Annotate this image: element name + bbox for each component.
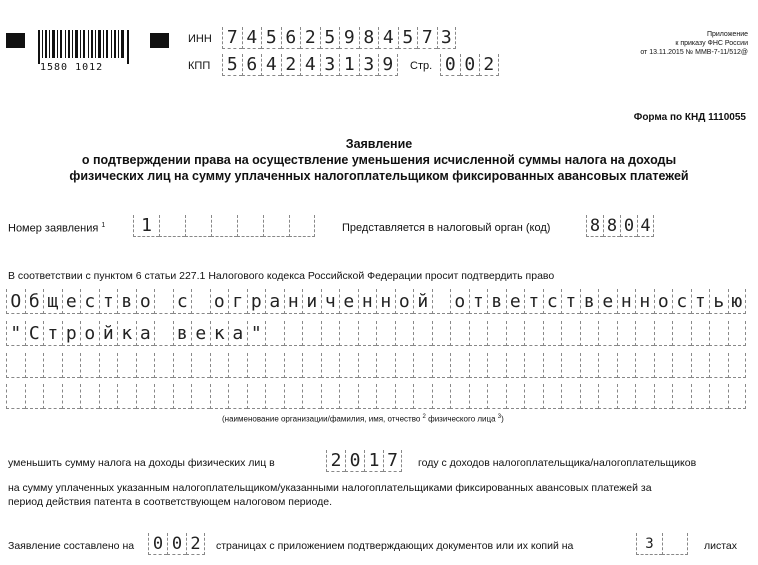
organization-name-cell: щ [43,289,62,314]
organization-name-cell: р [62,321,81,346]
organization-name-cell [561,353,580,378]
organization-name-cell [635,384,654,409]
organization-name-cell [580,384,599,409]
organization-name-cell [654,321,673,346]
organization-name-cell: с [80,289,99,314]
organization-name-cell [487,321,506,346]
organization-name-cell [432,321,451,346]
organization-name-cell [450,353,469,378]
kpp-cell: 6 [242,54,262,76]
organization-name-cell [136,353,155,378]
organization-name-cell: в [580,289,599,314]
organization-name-cell [487,353,506,378]
organization-name-cell: н [635,289,654,314]
organization-name-cell [191,353,210,378]
organization-name-cell [598,321,617,346]
organization-name-cell [469,321,488,346]
organization-name-cell [395,321,414,346]
application-number-cell: 1 [133,215,159,237]
organization-name-cell: ч [321,289,340,314]
organization-name-row [6,384,746,409]
organization-name-cell: С [25,321,44,346]
organization-name-cell [580,321,599,346]
organization-name-cell [432,289,451,314]
document-subtitle-line1: о подтверждении права на осуществление уменьшения исчисленной суммы налога на доходы [81,153,677,167]
organization-name-cell [80,384,99,409]
organization-name-cell: О [6,289,25,314]
organization-name-cell: " [6,321,25,346]
document-subtitle-line2: физических лиц на сумму уплаченных налогоплательщиком фиксированных авансовых платежей [69,169,689,183]
organization-name-cell [691,321,710,346]
kpp-cell: 3 [320,54,340,76]
organization-name-cell: р [247,289,266,314]
organization-name-cell: а [228,321,247,346]
tax-year-cell: 0 [345,450,364,472]
organization-name-cell: н [376,289,395,314]
organization-name-cell [524,321,543,346]
organization-name-cell [376,384,395,409]
organization-name-cell [99,384,118,409]
organization-name-cell: в [117,289,136,314]
organization-name-cell [672,384,691,409]
organization-name-cell: о [136,289,155,314]
organization-name-cell [691,353,710,378]
organization-name-cell [321,353,340,378]
inn-label: ИНН [188,33,212,45]
tax-year-cell: 1 [364,450,383,472]
document-title: Заявление [345,137,413,151]
name-caption: (наименование организации/фамилия, имя, отчество $^2$ физического лица $^3$) [222,414,504,424]
organization-name-cell [709,384,728,409]
tax-authority-code-cell: 0 [620,215,637,237]
inn-cell: 7 [417,27,437,49]
inn-cell: 9 [339,27,359,49]
organization-name-cell: в [173,321,192,346]
organization-name-cell: т [469,289,488,314]
page-number-cell: 2 [479,54,499,76]
tax-year-cell: 2 [326,450,345,472]
organization-name-cell [265,353,284,378]
organization-name-cell [413,384,432,409]
page-number-field [440,54,499,76]
organization-name-cell [284,321,303,346]
organization-name-cell: о [80,321,99,346]
organization-name-cell [339,384,358,409]
tax-year-cell: 7 [383,450,402,472]
organization-name-cell [321,384,340,409]
organization-name-cell [43,384,62,409]
organization-name-cell [432,384,451,409]
organization-name-cell: о [450,289,469,314]
inn-cell: 3 [437,27,457,49]
tax-authority-code-field [586,215,654,237]
organization-name-cell: н [284,289,303,314]
organization-name-cell [561,321,580,346]
organization-name-cell [709,353,728,378]
kpp-cell: 4 [261,54,281,76]
inn-cell: 4 [242,27,262,49]
organization-name-cell: т [561,289,580,314]
organization-name-cell [487,384,506,409]
application-number-cell [263,215,289,237]
organization-name-cell: к [210,321,229,346]
organization-name-cell [247,353,266,378]
organization-name-cell [210,384,229,409]
sheets-count-cell: 3 [636,533,662,555]
organization-name-cell [654,353,673,378]
organization-name-cell [62,384,81,409]
organization-name-cell [413,353,432,378]
organization-name-row [6,321,746,346]
organization-name-cell [358,384,377,409]
statement-paragraph-line2: период действия патента в соответствующем налоговом периоде. [8,496,333,508]
inn-cell: 2 [300,27,320,49]
kpp-field [222,54,398,76]
organization-name-cell [80,353,99,378]
organization-name-cell [598,384,617,409]
organization-name-cell [728,321,747,346]
organization-name-cell [506,384,525,409]
organization-name-cell: с [543,289,562,314]
organization-name-cell [709,321,728,346]
organization-name-cell [191,384,210,409]
organization-name-cell [395,353,414,378]
organization-name-cell [543,353,562,378]
application-number-cell [211,215,237,237]
appendix-note: Приложение к приказу ФНС России от 13.11.2015 № ММВ-7-11/512@ [640,31,748,56]
organization-name-cell [691,384,710,409]
kpp-cell: 9 [378,54,398,76]
organization-name-cell [154,321,173,346]
organization-name-cell [6,353,25,378]
organization-name-cell [672,321,691,346]
application-number-cell [185,215,211,237]
organization-name-cell [635,353,654,378]
organization-name-cell: о [395,289,414,314]
organization-name-cell [25,353,44,378]
inn-cell: 5 [398,27,418,49]
organization-name-cell: а [136,321,155,346]
kpp-cell: 3 [359,54,379,76]
organization-name-cell [543,321,562,346]
organization-name-cell: т [43,321,62,346]
page-number-cell: 0 [460,54,480,76]
organization-name-cell [617,353,636,378]
organization-name-cell: ю [728,289,747,314]
organization-name-cell: о [210,289,229,314]
kpp-label: КПП [188,60,211,72]
application-number-cell [159,215,185,237]
registration-marker-left [6,33,25,48]
organization-name-cell: т [99,289,118,314]
tax-authority-code-cell: 8 [586,215,603,237]
kpp-cell: 4 [300,54,320,76]
organization-name-cell: ь [709,289,728,314]
organization-name-cell: е [62,289,81,314]
organization-name-cell: к [117,321,136,346]
organization-name-cell [561,384,580,409]
organization-name-cell [25,384,44,409]
inn-field [222,27,456,49]
organization-name-cell [247,384,266,409]
organization-name-cell: г [228,289,247,314]
tax-year-field [326,450,402,472]
organization-name-cell [302,353,321,378]
organization-name-cell [617,384,636,409]
sheets-label: листах [704,540,738,552]
organization-name-cell [376,321,395,346]
page-number-cell: 0 [440,54,460,76]
organization-name-cell: " [247,321,266,346]
statement-intro: В соответствии с пунктом 6 статьи 227.1 Налогового кодекса Российской Федерации просит подтвердить право [8,270,555,282]
organization-name-cell: е [191,321,210,346]
organization-name-cell: в [487,289,506,314]
tax-authority-code-cell: 8 [603,215,620,237]
organization-name-cell [580,353,599,378]
organization-name-cell [358,321,377,346]
pages-middle-text: страницах с приложением подтверждающих документов или их копий на [216,540,574,552]
application-number-cell [237,215,263,237]
organization-name-cell [413,321,432,346]
application-number-field [133,215,315,237]
organization-name-cell [284,353,303,378]
organization-name-cell: н [358,289,377,314]
organization-name-cell [339,353,358,378]
kpp-cell: 1 [339,54,359,76]
organization-name-cell [617,321,636,346]
organization-name-cell: е [506,289,525,314]
organization-name-cell [154,384,173,409]
organization-name-cell: и [302,289,321,314]
organization-name-cell [469,384,488,409]
tax-authority-code-cell: 4 [637,215,654,237]
reduce-label: уменьшить сумму налога на доходы физических лиц в [8,457,275,469]
sheets-count-cell [662,533,688,555]
organization-name-cell [117,384,136,409]
organization-name-cell [543,384,562,409]
pages-count-cell: 0 [148,533,167,555]
organization-name-cell: н [617,289,636,314]
organization-name-cell [154,353,173,378]
organization-name-cell [154,289,173,314]
organization-name-cell [173,384,192,409]
organization-name-cell [450,321,469,346]
organization-name-cell [598,353,617,378]
organization-name-cell [117,353,136,378]
organization-name-cell [99,353,118,378]
barcode-number: 1580 1012 [40,62,104,73]
pages-count-cell: 0 [167,533,186,555]
organization-name-cell: е [598,289,617,314]
organization-name-cell [302,321,321,346]
inn-cell: 7 [222,27,242,49]
tax-authority-label: Представляется в налоговый орган (код) [342,222,551,234]
kpp-cell: 2 [281,54,301,76]
organization-name-cell [506,321,525,346]
organization-name-cell: о [654,289,673,314]
organization-name-row [6,353,746,378]
organization-name-cell: б [25,289,44,314]
organization-name-row [6,289,746,314]
page-label: Стр. [410,60,433,72]
organization-name-cell [43,353,62,378]
form-code: Форма по КНД 1110055 [633,112,746,123]
organization-name-cell [265,321,284,346]
organization-name-cell [191,289,210,314]
organization-name-cell [62,353,81,378]
organization-name-cell [228,384,247,409]
organization-name-cell [321,321,340,346]
organization-name-cell: е [339,289,358,314]
sheets-count-field [636,533,688,555]
registration-marker-right [150,33,169,48]
organization-name-cell [339,321,358,346]
organization-name-cell [358,353,377,378]
application-number-cell [289,215,315,237]
organization-name-cell: а [265,289,284,314]
organization-name-cell [524,353,543,378]
organization-name-cell: й [99,321,118,346]
organization-name-cell [395,384,414,409]
organization-name-cell [136,384,155,409]
organization-name-cell [728,353,747,378]
pages-label: Заявление составлено на [8,540,135,552]
organization-name-cell [210,353,229,378]
organization-name-cell [432,353,451,378]
inn-cell: 5 [320,27,340,49]
organization-name-cell [524,384,543,409]
organization-name-cell: т [524,289,543,314]
year-suffix: году с доходов налогоплательщика/налогоплательщиков [418,457,697,469]
statement-paragraph-line1: на сумму уплаченных указанным налогоплательщиком/указанными налогоплательщиками фиксированных авансовых платежей за [8,482,652,494]
inn-cell: 8 [359,27,379,49]
organization-name-cell [728,384,747,409]
kpp-cell: 5 [222,54,242,76]
organization-name-cell: т [691,289,710,314]
inn-cell: 6 [281,27,301,49]
organization-name-cell [654,384,673,409]
pages-count-cell: 2 [186,533,205,555]
organization-name-cell [376,353,395,378]
inn-cell: 4 [378,27,398,49]
organization-name-cell: й [413,289,432,314]
organization-name-cell [265,384,284,409]
barcode-bars-icon [38,30,130,64]
organization-name-cell [469,353,488,378]
organization-name-cell [506,353,525,378]
pages-count-field [148,533,205,555]
application-number-label: Номер заявления $^1$ [8,222,106,235]
organization-name-cell [6,384,25,409]
organization-name-cell [284,384,303,409]
organization-name-cell [302,384,321,409]
organization-name-cell: с [173,289,192,314]
organization-name-cell [228,353,247,378]
organization-name-cell: с [672,289,691,314]
inn-cell: 5 [261,27,281,49]
organization-name-cell [173,353,192,378]
organization-name-cell [672,353,691,378]
barcode [38,30,130,66]
organization-name-cell [450,384,469,409]
organization-name-cell [635,321,654,346]
